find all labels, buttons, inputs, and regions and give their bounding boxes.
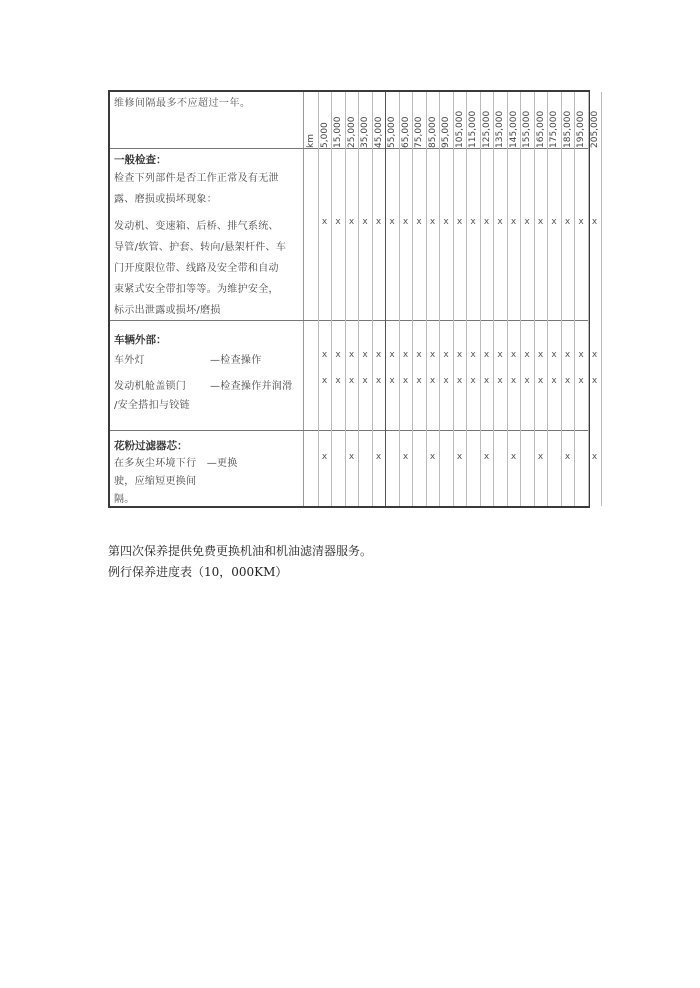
- check-mark: x: [483, 376, 490, 386]
- general-line: 标示出泄露或损坏/磨损: [114, 305, 221, 316]
- check-mark: x: [483, 350, 490, 360]
- check-mark: x: [456, 376, 463, 386]
- check-mark: x: [335, 376, 341, 386]
- check-mark: x: [591, 217, 598, 227]
- check-mark: x: [578, 350, 584, 360]
- check-mark: x: [348, 452, 355, 462]
- check-mark: x: [497, 350, 503, 360]
- grid-column-line: [453, 92, 454, 506]
- exterior-item-hood: 发动机舱盖锁门: [114, 381, 187, 392]
- grid-column-line: [439, 92, 440, 506]
- interval-label: 175,000: [549, 110, 559, 148]
- general-inspection-title: 一般检查：: [114, 154, 167, 166]
- grid-column-line: [520, 92, 521, 506]
- item-column: [110, 92, 304, 506]
- check-mark: x: [510, 376, 517, 386]
- check-mark: x: [497, 376, 503, 386]
- check-mark: x: [416, 217, 422, 227]
- grid-column-line: [331, 92, 332, 506]
- grid-column-line: [534, 92, 535, 506]
- exterior-title: 车辆外部：: [114, 334, 167, 346]
- interval-label: 75,000: [414, 116, 424, 148]
- check-mark: x: [429, 350, 436, 360]
- grid-column-line: [318, 92, 319, 506]
- exterior-item-lights: 车外灯: [114, 355, 145, 366]
- interval-label: 65,000: [400, 116, 411, 148]
- check-mark: x: [551, 376, 557, 386]
- grid-column-line: [399, 92, 400, 506]
- check-mark: x: [348, 217, 355, 227]
- interval-label: 45,000: [373, 116, 384, 148]
- check-mark: x: [429, 376, 436, 386]
- grid-column-line: [412, 92, 413, 506]
- interval-label: 5,000: [319, 122, 330, 148]
- check-mark: x: [362, 376, 368, 386]
- check-mark: x: [402, 376, 409, 386]
- check-mark: x: [591, 376, 598, 386]
- grid-column-line: [372, 92, 373, 506]
- check-mark: x: [335, 217, 341, 227]
- check-mark: x: [591, 452, 598, 462]
- check-mark: x: [524, 376, 530, 386]
- check-mark: x: [591, 350, 598, 360]
- grid-column-line: [588, 92, 589, 506]
- check-mark: x: [321, 376, 328, 386]
- grid-column-line: [574, 92, 575, 506]
- check-mark: x: [402, 350, 409, 360]
- interval-label: 55,000: [387, 116, 397, 148]
- grid-column-line: [480, 92, 481, 506]
- check-mark: x: [416, 376, 422, 386]
- interval-label: 125,000: [481, 110, 492, 148]
- interval-label: 185,000: [562, 110, 573, 148]
- check-mark: x: [564, 452, 571, 462]
- check-mark: x: [389, 376, 395, 386]
- check-mark: x: [564, 350, 571, 360]
- check-mark: x: [470, 350, 476, 360]
- check-mark: x: [321, 350, 328, 360]
- interval-label: 165,000: [535, 110, 546, 148]
- check-mark: x: [456, 350, 463, 360]
- exterior-item-hood-2: /安全搭扣与铰链: [114, 400, 190, 411]
- check-mark: x: [348, 350, 355, 360]
- check-mark: x: [321, 452, 328, 462]
- check-mark: x: [375, 350, 382, 360]
- general-line: 检查下列部件是否工作正常及有无泄: [114, 173, 279, 184]
- interval-label: 35,000: [360, 116, 370, 148]
- check-mark: x: [321, 217, 328, 227]
- general-line: 束紧式安全带扣等等。为维护安全，: [114, 284, 279, 295]
- general-line: 发动机、变速箱、后桥、排气系统、: [114, 221, 279, 232]
- check-mark: x: [389, 350, 395, 360]
- check-mark: x: [416, 350, 422, 360]
- check-mark: x: [497, 217, 503, 227]
- interval-label: 135,000: [495, 110, 505, 148]
- check-mark: x: [335, 350, 341, 360]
- check-mark: x: [402, 217, 409, 227]
- check-mark: x: [375, 217, 382, 227]
- pollen-filter-title: 花粉过滤器芯：: [114, 440, 188, 452]
- free-service-note: 第四次保养提供免费更换机油和机油滤清器服务。: [108, 544, 373, 558]
- grid-column-line: [385, 92, 386, 506]
- interval-label: 115,000: [468, 110, 478, 148]
- schedule-caption: 例行保养进度表（10，000KM）: [108, 565, 288, 579]
- interval-label: 25,000: [346, 116, 357, 148]
- general-line: 导管/软管、护套、转向/悬架杆件、车: [114, 242, 287, 253]
- pollen-line: 在多灰尘环境下行 —更换: [114, 458, 238, 469]
- interval-label: 155,000: [522, 110, 532, 148]
- exterior-action-hood: —检查操作并润滑: [210, 381, 293, 392]
- grid-column-line: [426, 92, 427, 506]
- check-mark: x: [483, 452, 490, 462]
- check-mark: x: [362, 217, 368, 227]
- check-mark: x: [483, 217, 490, 227]
- grid-column-line: [561, 92, 562, 506]
- pollen-line: 驶，应缩短更换间: [114, 476, 197, 487]
- check-mark: x: [510, 452, 517, 462]
- pollen-line: 隔。: [114, 494, 135, 505]
- general-line: 露、磨损或损坏现象：: [114, 194, 217, 205]
- check-mark: x: [537, 217, 544, 227]
- grid-column-line: [507, 92, 508, 506]
- check-mark: x: [375, 452, 382, 462]
- check-mark: x: [578, 217, 584, 227]
- check-mark: x: [470, 376, 476, 386]
- check-mark: x: [456, 217, 463, 227]
- check-mark: x: [375, 376, 382, 386]
- interval-label: 95,000: [441, 116, 451, 148]
- interval-grid: [304, 92, 600, 506]
- interval-label: 205,000: [589, 110, 600, 148]
- check-mark: x: [402, 452, 409, 462]
- check-mark: x: [456, 452, 463, 462]
- check-mark: x: [443, 217, 449, 227]
- check-mark: x: [551, 350, 557, 360]
- check-mark: x: [429, 217, 436, 227]
- check-mark: x: [510, 217, 517, 227]
- grid-column-line: [345, 92, 346, 506]
- check-mark: x: [443, 350, 449, 360]
- general-line: 门开度限位带、线路及安全带和自动: [114, 263, 279, 274]
- check-mark: x: [524, 350, 530, 360]
- exterior-action-lights: —检查操作: [210, 355, 262, 366]
- interval-label: 195,000: [576, 110, 586, 148]
- check-mark: x: [551, 217, 557, 227]
- check-mark: x: [524, 217, 530, 227]
- check-mark: x: [564, 376, 571, 386]
- check-mark: x: [510, 350, 517, 360]
- km-unit-label: km: [306, 134, 316, 148]
- check-mark: x: [537, 350, 544, 360]
- maintenance-schedule-table: [108, 90, 600, 508]
- check-mark: x: [470, 217, 476, 227]
- check-mark: x: [389, 217, 395, 227]
- check-mark: x: [429, 452, 436, 462]
- interval-label: 145,000: [508, 110, 519, 148]
- grid-column-line: [493, 92, 494, 506]
- check-mark: x: [362, 350, 368, 360]
- grid-column-line: [601, 92, 602, 506]
- check-mark: x: [348, 376, 355, 386]
- check-mark: x: [537, 452, 544, 462]
- interval-label: 105,000: [454, 110, 465, 148]
- grid-column-line: [358, 92, 359, 506]
- check-mark: x: [564, 217, 571, 227]
- check-mark: x: [578, 376, 584, 386]
- check-mark: x: [537, 376, 544, 386]
- grid-column-line: [547, 92, 548, 506]
- grid-column-line: [466, 92, 467, 506]
- check-mark: x: [443, 376, 449, 386]
- interval-label: 15,000: [333, 116, 343, 148]
- interval-note: 维修间隔最多不应超过一年。: [114, 98, 251, 109]
- interval-label: 85,000: [427, 116, 438, 148]
